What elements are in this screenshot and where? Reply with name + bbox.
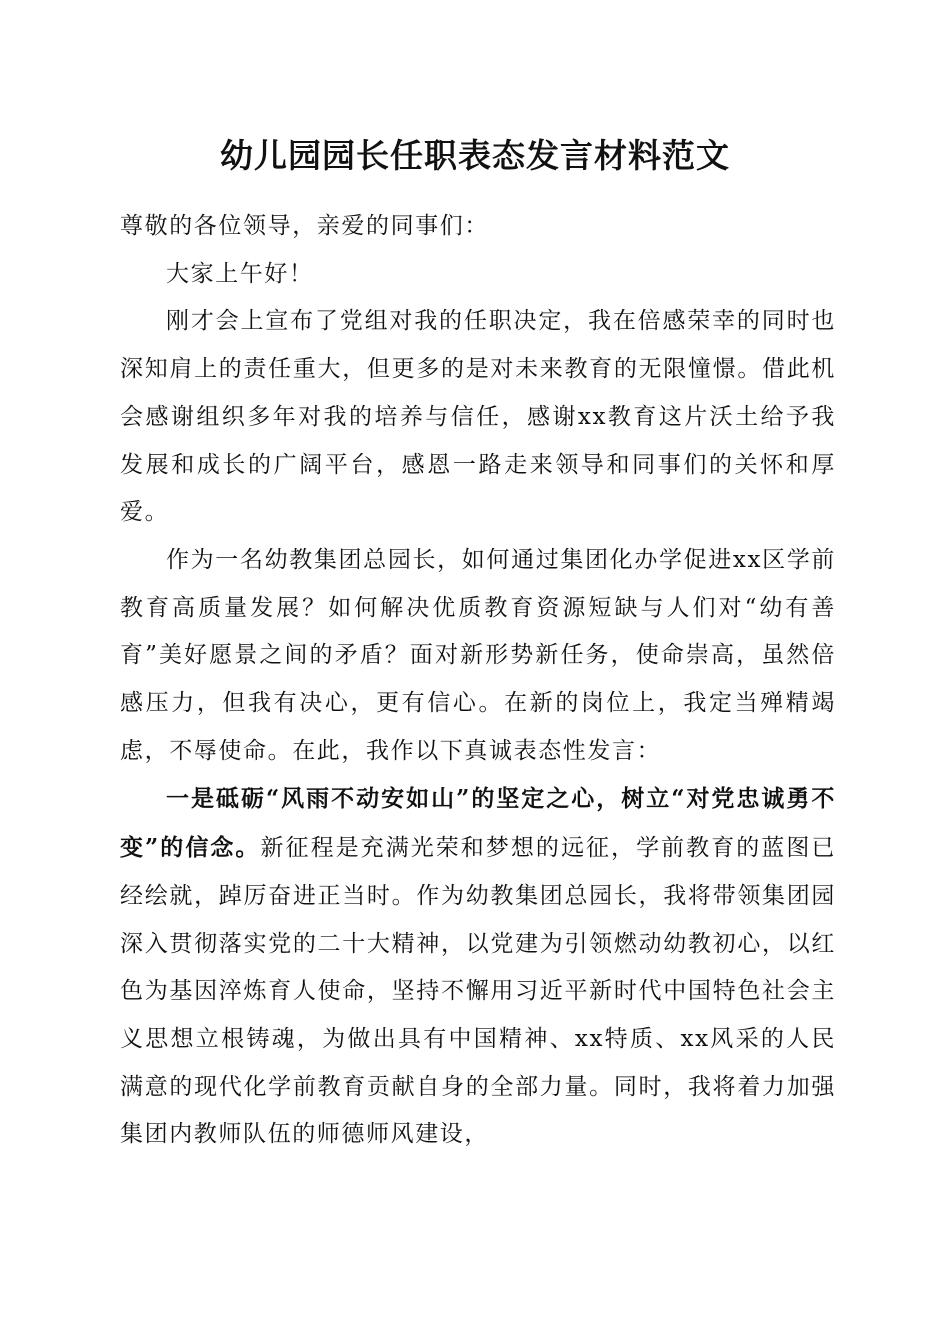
- document-body: [120, 203, 836, 1159]
- salutation: 尊敬的各位领导，亲爱的同事们：: [120, 213, 489, 239]
- paragraph-role-challenges: 作为一名幼教集团总园长，如何通过集团化办学促进xx区学前教育高质量发展？如何解决优质教育资源短缺与人们对“幼有善育”美好愿景之间的矛盾？面对新形势新任务，使命崇高，虽然倍感压力，但我有决心，更有信心。在新的岗位上，我定当殚精竭虑，不辱使命。在此，我作以下真诚表态性发言：: [120, 546, 836, 764]
- point-one-text: 新征程是充满光荣和梦想的远征，学前教育的蓝图已经绘就，踔厉奋进正当时。作为幼教集团总园长，我将带领集团园深入贯彻落实党的二十大精神，以党建为引领燃动幼教初心，以红色为基因淬炼育人使命，坚持不懈用习近平新时代中国特色社会主义思想立根铸魂，为做出具有中国精神、xx特质、xx风采的人民满意的现代化学前教育贡献自身的全部力量。同时，我将着力加强集团内教师队伍的师德师风建设，: [120, 835, 836, 1148]
- point-one-lead: 一是砥砺“风雨不动安如山”的坚定之心，树立“对党忠诚勇不变”的信念。: [120, 785, 836, 862]
- page-title: 幼儿园园长任职表态发言材料范文: [220, 136, 730, 175]
- paragraph-point-one: [120, 775, 836, 1159]
- greeting: 大家上午好！: [166, 260, 314, 287]
- paragraph-appointment-thanks: 刚才会上宣布了党组对我的任职决定，我在倍感荣幸的同时也深知肩上的责任重大，但更多的是对未来教育的无限憧憬。借此机会感谢组织多年对我的培养与信任，感谢xx教育这片沃土给予我发展和成长的广阔平台，感恩一路走来领导和同事们的关怀和厚爱。: [120, 308, 836, 526]
